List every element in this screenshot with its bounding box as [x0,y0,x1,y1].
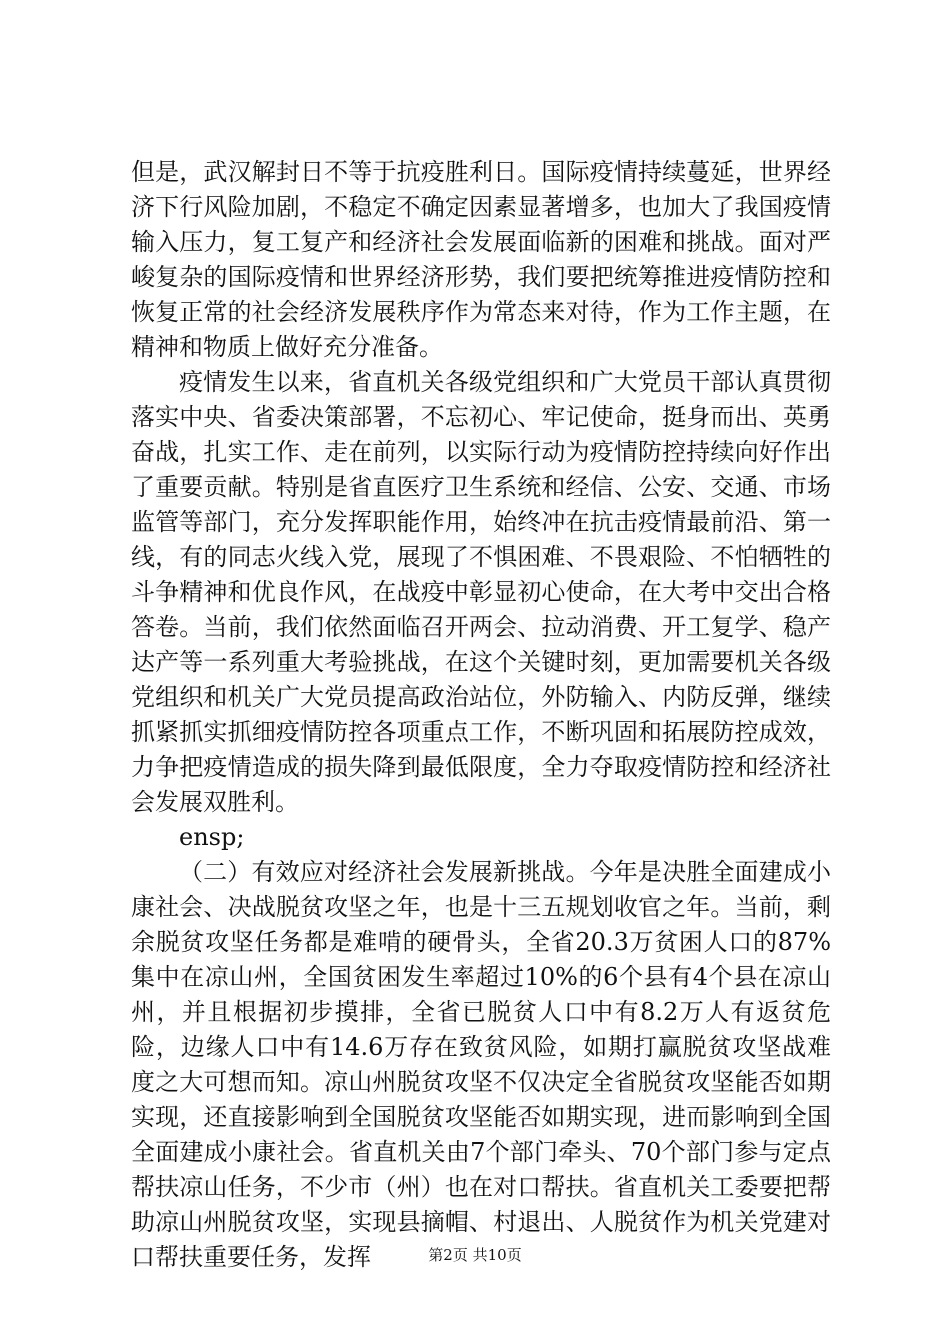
paragraph-2: 疫情发生以来，省直机关各级党组织和广大党员干部认真贯彻落实中央、省委决策部署，不忘初心、牢记使命，挺身而出、英勇奋战，扎实工作、走在前列，以实际行动为疫情防控持续向好作出了重要贡献。特别是省直医疗卫生系统和经信、公安、交通、市场监管等部门，充分发挥职能作用，始终冲在抗击疫情最前沿、第一线，有的同志火线入党，展现了不惧困难、不畏艰险、不怕牺牲的斗争精神和优良作风，在战疫中彰显初心使命，在大考中交出合格答卷。当前，我们依然面临召开两会、拉动消费、开工复学、稳产达产等一系列重大考验挑战，在这个关键时刻，更加需要机关各级党组织和机关广大党员提高政治站位，外防输入、内防反弹，继续抓紧抓实抓细疫情防控各项重点工作，不断巩固和拓展防控成效，力争把疫情造成的损失降到最低限度，全力夺取疫情防控和经济社会发展双胜利。 [131,368,831,816]
paragraph-1: 但是，武汉解封日不等于抗疫胜利日。国际疫情持续蔓延，世界经济下行风险加剧，不稳定不确定因素显著增多，也加大了我国疫情输入压力，复工复产和经济社会发展面临新的困难和挑战。面对严峻复杂的国际疫情和世界经济形势，我们要把统筹推进疫情防控和恢复正常的社会经济发展秩序作为常态来对待，作为工作主题，在精神和物质上做好充分准备。 [131,158,831,361]
page-footer: 第2页 共10页 [428,1246,522,1264]
paragraph-4: （二）有效应对经济社会发展新挑战。今年是决胜全面建成小康社会、决战脱贫攻坚之年，也是十三五规划收官之年。当前，剩余脱贫攻坚任务都是难啃的硬骨头，全省20.3万贫困人口的87%集中在凉山州，全国贫困发生率超过10%的6个县有4个县在凉山州，并且根据初步摸排，全省已脱贫人口中有8.2万人有返贫危险，边缘人口中有14.6万存在致贫风险，如期打赢脱贫攻坚战难度之大可想而知。凉山州脱贫攻坚不仅决定全省脱贫攻坚能否如期实现，还直接影响到全国脱贫攻坚能否如期实现，进而影响到全国全面建成小康社会。省直机关由7个部门牵头、70个部门参与定点帮扶凉山任务，不少市（州）也在对口帮扶。省直机关工委要把帮助凉山州脱贫攻坚，实现县摘帽、村退出、人脱贫作为机关党建对口帮扶重要任务，发挥 [131,858,831,1271]
document-body [131,155,831,1275]
paragraph-3: ensp; [179,823,245,851]
